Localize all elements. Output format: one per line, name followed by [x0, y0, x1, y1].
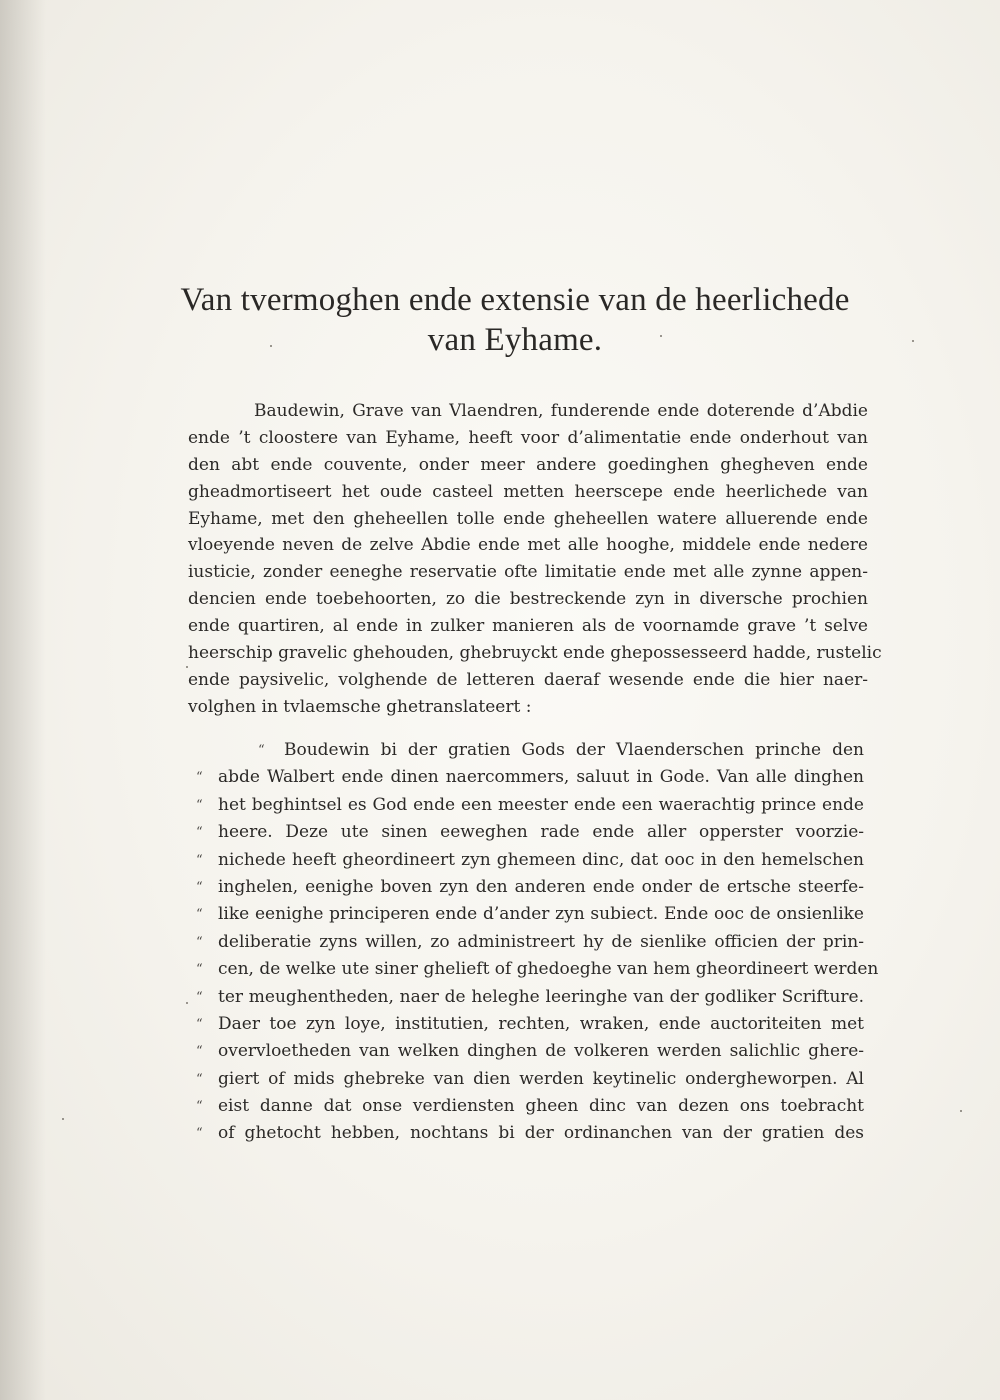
page-edge-shadow: [0, 0, 46, 1400]
quote-mark: “: [196, 907, 203, 923]
quote-mark: “: [196, 770, 203, 786]
paragraph-line: volghen in tvlaemsche ghetranslateert :: [188, 696, 532, 717]
quote-line: [196, 1038, 864, 1065]
title-line: van Eyhame.: [427, 322, 603, 358]
quote-line: [196, 764, 864, 791]
paragraph-line: Eyhame, met den gheheellen tolle ende gheheellen watere alluerende ende: [188, 508, 868, 529]
quote-mark: “: [196, 934, 203, 950]
title-line: Van tvermoghen ende extensie van de heerlichede: [180, 282, 850, 318]
quote-mark: “: [196, 1016, 203, 1032]
paper-speck: [62, 1118, 64, 1120]
intro-paragraph: [188, 398, 882, 721]
quote-mark: “: [196, 989, 203, 1005]
quote-mark: “: [196, 797, 203, 813]
quote-line: [196, 819, 864, 846]
quote-line: [196, 1120, 864, 1147]
paper-speck: [660, 335, 662, 337]
paragraph-line: dencien ende toebehoorten, zo die bestreckende zyn in diversche prochien: [188, 589, 868, 610]
quoted-charter: [196, 737, 879, 1148]
quote-line: [196, 1011, 864, 1038]
quote-line-text: inghelen, eenighe boven zyn den anderen ende onder de ertsche steerfe-: [218, 876, 864, 897]
quote-mark: “: [196, 852, 203, 868]
paper-speck: [186, 1002, 188, 1004]
quote-line-text: abde Walbert ende dinen naercommers, saluut in Gode. Van alle dinghen: [218, 767, 864, 788]
quote-line-text: het beghintsel es God ende een meester ende een waerachtig prince ende: [218, 794, 864, 815]
paragraph-line: ende paysivelic, volghende de letteren daeraf wesende ende die hier naer-: [188, 669, 868, 690]
quote-line: [196, 1066, 864, 1093]
quote-mark: “: [196, 879, 203, 895]
quote-line-text: like eenighe principeren ende d’ander zyn subiect. Ende ooc de onsienlike: [218, 904, 864, 925]
quote-line-text: ter meughentheden, naer de heleghe leeringhe van der godliker Scrifture.: [218, 986, 864, 1007]
paragraph-line: vloeyende neven de zelve Abdie ende met alle hooghe, middele ende nedere: [188, 535, 868, 556]
quote-mark: “: [258, 743, 265, 758]
quote-mark: “: [196, 962, 203, 978]
quote-line-text: cen, de welke ute siner ghelieft of ghedoeghe van hem gheordineert werden: [218, 959, 879, 980]
quote-line-text: Daer toe zyn loye, institutien, rechten, wraken, ende auctoriteiten met: [218, 1013, 864, 1034]
quote-line-text: eist danne dat onse verdiensten gheen dinc van dezen ons toebracht: [218, 1096, 864, 1117]
quote-line: [196, 956, 879, 983]
paper-speck: [270, 345, 272, 347]
quote-line-text: of ghetocht hebben, nochtans bi der ordinanchen van der gratien des: [218, 1123, 864, 1144]
quote-line-text: overvloetheden van welken dinghen de volkeren werden salichlic ghere-: [218, 1041, 864, 1062]
paper-speck: [912, 340, 914, 342]
paragraph-line: ende ’t cloostere van Eyhame, heeft voor d’alimentatie ende onderhout van: [188, 427, 868, 448]
paper-speck: [186, 666, 188, 668]
quote-line: [196, 984, 864, 1011]
quote-line: [196, 737, 864, 764]
paragraph-line: Baudewin, Grave van Vlaendren, funderende ende doterende d’Abdie: [254, 401, 868, 421]
paragraph-line: ende quartiren, al ende in zulker manieren als de voornamde grave ’t selve: [188, 616, 868, 637]
paragraph-line: gheadmortiseert het oude casteel metten heerscepe ende heerlichede van: [188, 481, 868, 502]
quote-line: [196, 792, 864, 819]
quote-line: [196, 874, 864, 901]
quote-line: [196, 1093, 864, 1120]
quote-mark: “: [196, 1099, 203, 1115]
paragraph-line: heerschip gravelic ghehouden, ghebruyckt ende ghepossesseerd hadde, rustelic: [188, 643, 882, 664]
quote-line: [196, 847, 864, 874]
quote-mark: “: [196, 825, 203, 841]
quote-line-text: deliberatie zyns willen, zo administreert hy de sienlike officien der prin-: [218, 931, 864, 952]
page-title: [150, 280, 880, 360]
quote-mark: “: [196, 1044, 203, 1060]
quote-line-text: heere. Deze ute sinen eeweghen rade ende aller opperster voorzie-: [218, 822, 864, 843]
quote-line: [196, 929, 864, 956]
paragraph-line: iusticie, zonder eeneghe reservatie ofte limitatie ende met alle zynne appen-: [188, 562, 868, 583]
paragraph-line: den abt ende couvente, onder meer andere goedinghen ghegheven ende: [188, 454, 868, 475]
quote-line-text: nichede heeft gheordineert zyn ghemeen dinc, dat ooc in den hemelschen: [218, 849, 864, 870]
quote-line: [196, 901, 864, 928]
paper-speck: [960, 1110, 962, 1112]
quote-mark: “: [196, 1126, 203, 1142]
quote-line-text: Boudewin bi der gratien Gods der Vlaenderschen prinche den: [284, 740, 864, 760]
quote-mark: “: [196, 1071, 203, 1087]
quote-line-text: giert of mids ghebreke van dien werden keytinelic ondergheworpen. Al: [218, 1068, 864, 1089]
